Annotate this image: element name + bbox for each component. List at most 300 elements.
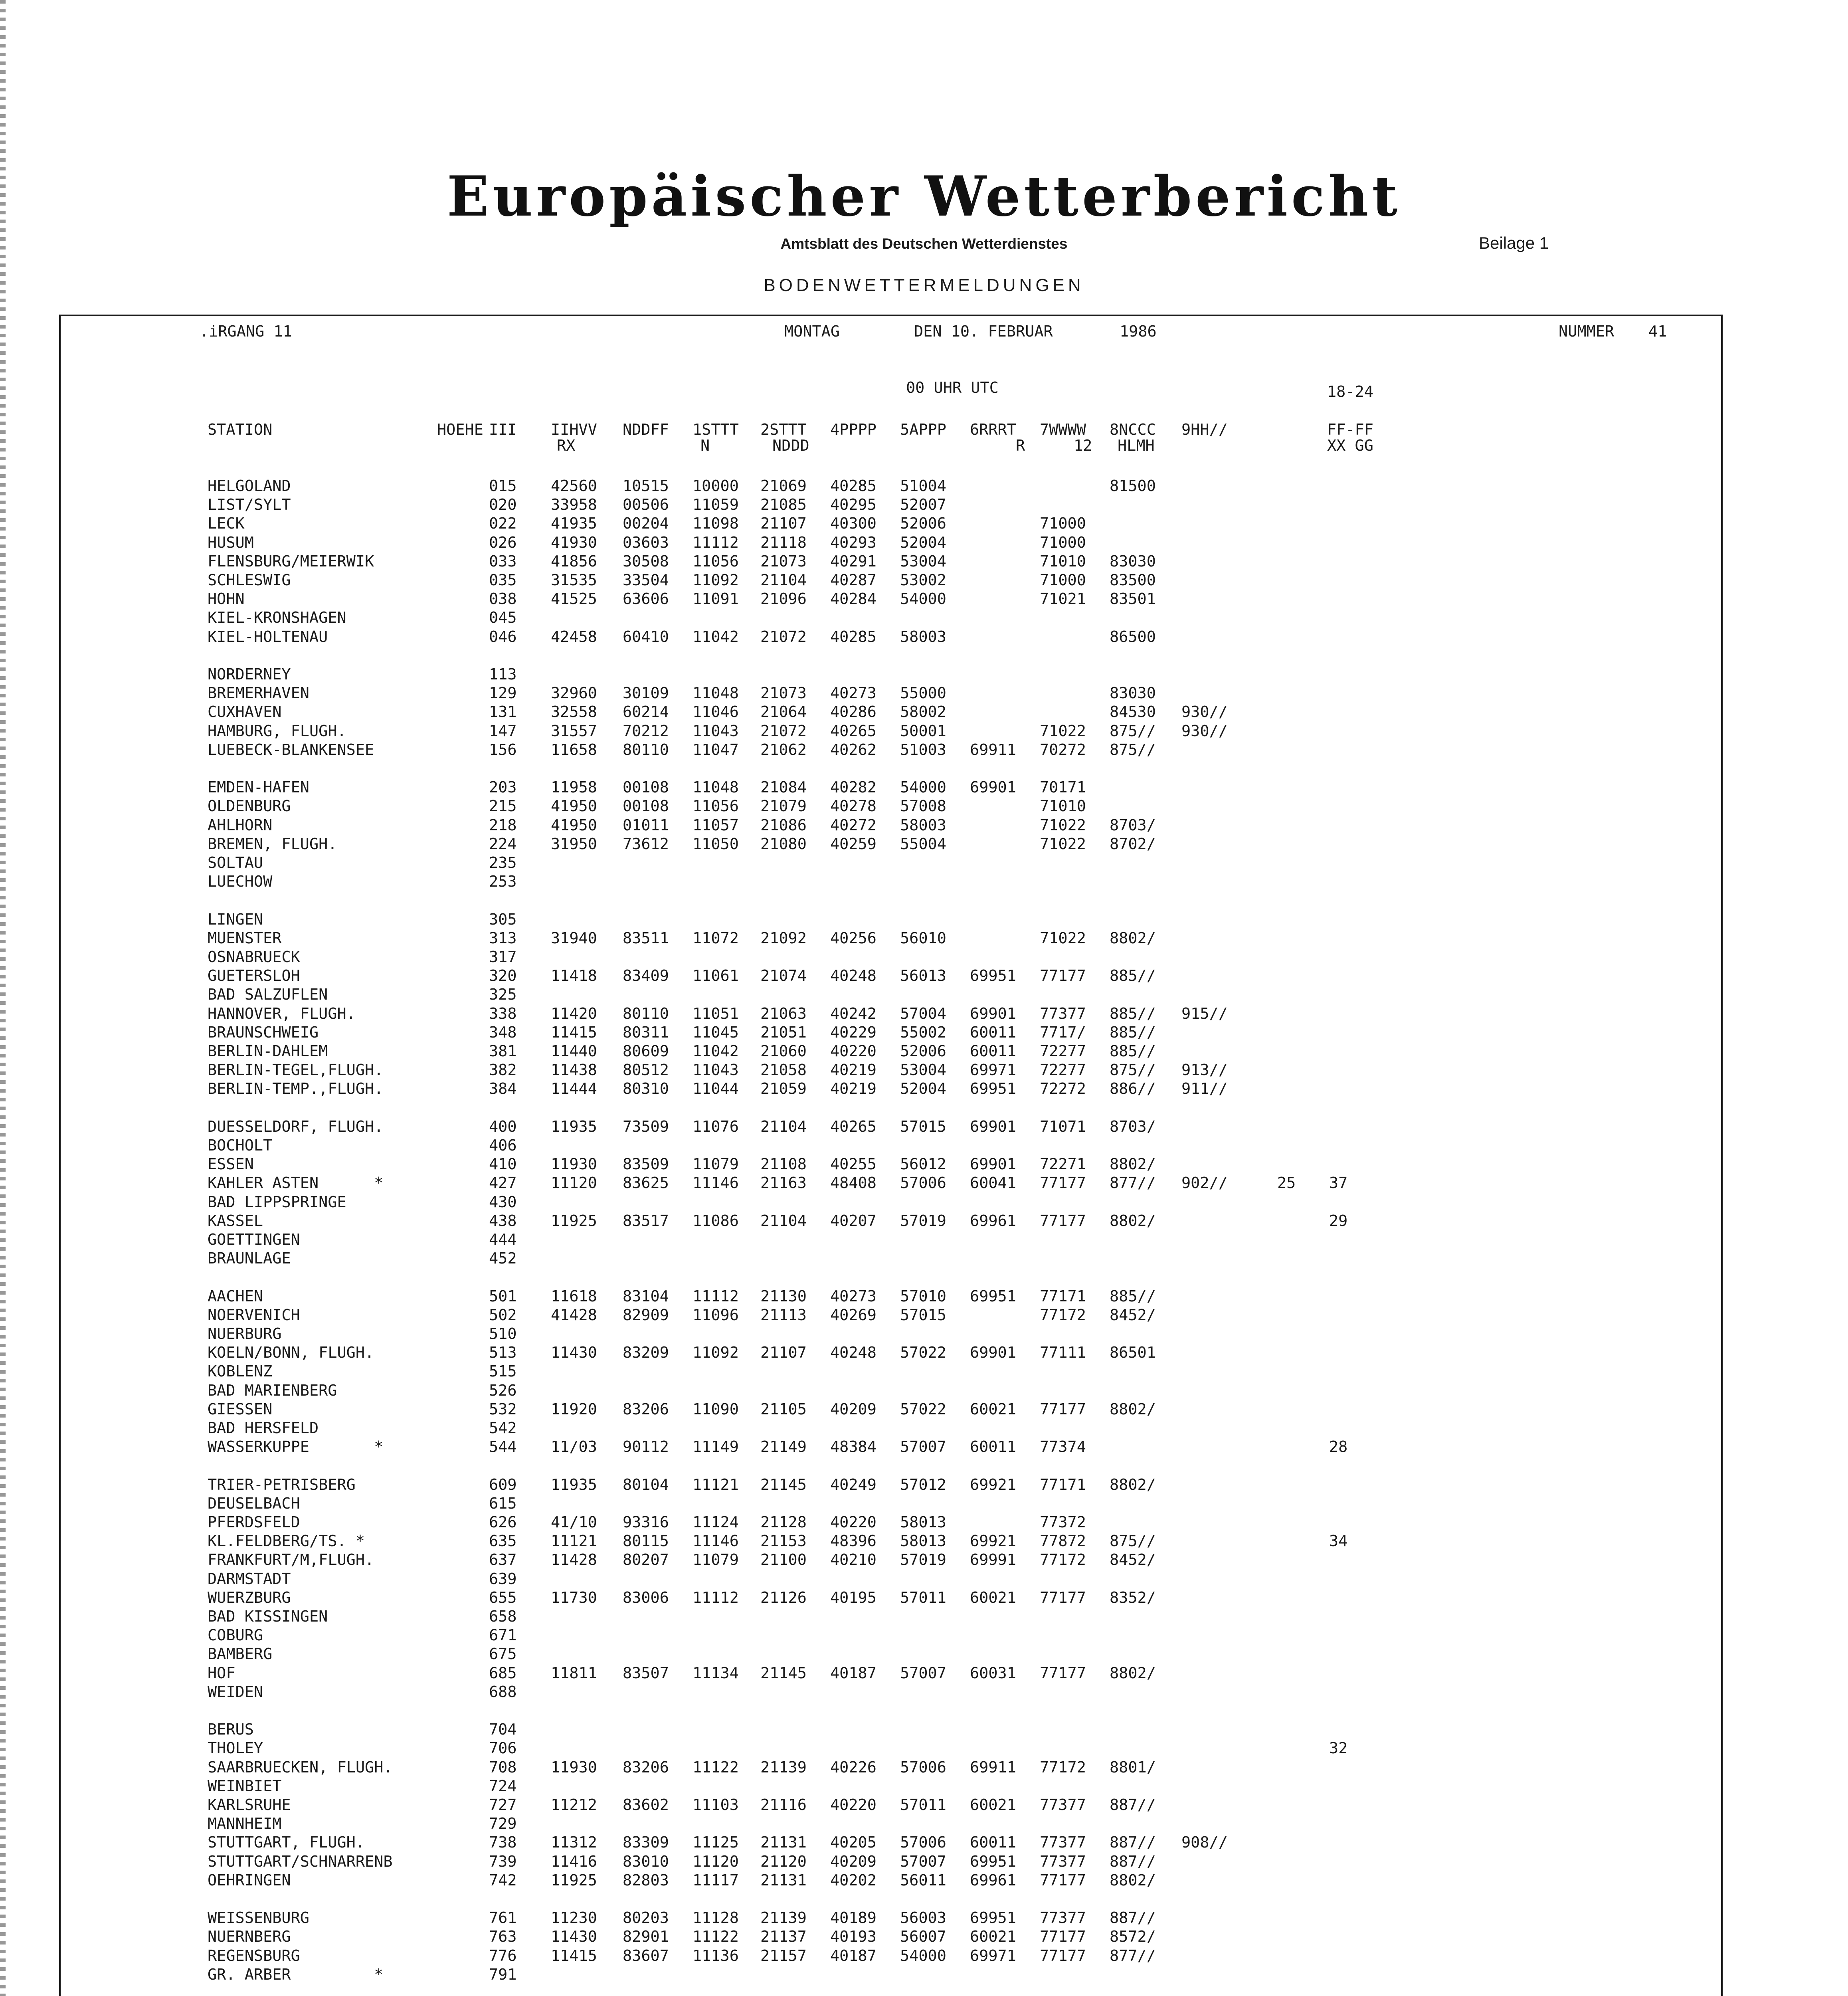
- cell-station: KOELN/BONN, FLUGH.: [208, 1344, 374, 1362]
- cell-c8: 885//: [1110, 1004, 1156, 1023]
- cell-c6: 69901: [970, 1004, 1016, 1023]
- cell-c1: 11112: [693, 1287, 739, 1305]
- cell-c7: 77374: [1040, 1438, 1086, 1456]
- cell-c5: 52007: [900, 496, 946, 514]
- cell-c4: 40272: [830, 816, 877, 834]
- cell-c8: 8802/: [1110, 1212, 1156, 1230]
- cell-nddff: 73509: [623, 1117, 669, 1136]
- cell-c7: 72271: [1040, 1155, 1086, 1174]
- cell-c2: 21063: [760, 1004, 807, 1023]
- cell-c8: 8452/: [1110, 1306, 1156, 1324]
- cell-nddff: 83206: [623, 1400, 669, 1418]
- cell-c6: 69991: [970, 1551, 1016, 1569]
- cell-c8: 887//: [1110, 1852, 1156, 1871]
- cell-c4: 48408: [830, 1174, 877, 1192]
- cell-nddff: 82909: [623, 1306, 669, 1324]
- cell-station: CUXHAVEN: [208, 703, 282, 721]
- cell-c4: 40256: [830, 929, 877, 947]
- cell-c4: 48396: [830, 1532, 877, 1550]
- cell-c1: 11043: [693, 1061, 739, 1079]
- cell-iii: 015: [489, 477, 517, 495]
- cell-c6: 60021: [970, 1796, 1016, 1814]
- cell-c8: 8352/: [1110, 1588, 1156, 1607]
- cell-c7: 77171: [1040, 1287, 1086, 1305]
- cell-c6: 60031: [970, 1664, 1016, 1682]
- cell-c2: 21104: [760, 1117, 807, 1136]
- cell-c7: 77172: [1040, 1306, 1086, 1324]
- cell-c8: 877//: [1110, 1174, 1156, 1192]
- cell-c8: 875//: [1110, 1532, 1156, 1550]
- cell-c8: 8572/: [1110, 1928, 1156, 1946]
- cell-iihvv: 11920: [551, 1400, 597, 1418]
- cell-c5: 57012: [900, 1475, 946, 1494]
- cell-c8: 887//: [1110, 1796, 1156, 1814]
- cell-c1: 11045: [693, 1023, 739, 1042]
- cell-c5: 58013: [900, 1532, 946, 1550]
- cell-iihvv: 11438: [551, 1061, 597, 1079]
- cell-station: KASSEL: [208, 1212, 263, 1230]
- jahrgang: .iRGANG 11: [200, 323, 292, 341]
- cell-iii: 438: [489, 1212, 517, 1230]
- cell-c5: 53004: [900, 1061, 946, 1079]
- section-title: BODENWETTERMELDUNGEN: [764, 275, 1084, 295]
- cell-iii: 626: [489, 1513, 517, 1531]
- cell-nddff: 73612: [623, 835, 669, 853]
- cell-c1: 11096: [693, 1306, 739, 1324]
- cell-c2: 21086: [760, 816, 807, 834]
- cell-c8: 8802/: [1110, 1871, 1156, 1889]
- cell-station: BREMEN, FLUGH.: [208, 835, 337, 853]
- cell-iii: 129: [489, 684, 517, 703]
- cell-station: WEISSENBURG: [208, 1909, 309, 1927]
- cell-iihvv: 31535: [551, 571, 597, 589]
- cell-station: BERLIN-DAHLEM: [208, 1042, 328, 1060]
- cell-c1: 11048: [693, 684, 739, 703]
- cell-c4: 40187: [830, 1664, 877, 1682]
- cell-nddff: 60410: [623, 628, 669, 646]
- cell-station: BRAUNSCHWEIG: [208, 1023, 319, 1042]
- cell-iii: 382: [489, 1061, 517, 1079]
- cell-c7: 77377: [1040, 1004, 1086, 1023]
- column-header-c6-sub: R: [1016, 437, 1025, 455]
- cell-iii: 235: [489, 854, 517, 872]
- cell-iii: 384: [489, 1080, 517, 1098]
- column-header-c6: 6RRRT: [970, 421, 1016, 439]
- cell-iii: 400: [489, 1117, 517, 1136]
- cell-station: WEIDEN: [208, 1683, 263, 1701]
- cell-c2: 21149: [760, 1438, 807, 1456]
- cell-iii: 761: [489, 1909, 517, 1927]
- cell-c7: 77172: [1040, 1758, 1086, 1776]
- cell-iii: 427: [489, 1174, 517, 1192]
- cell-nddff: 80512: [623, 1061, 669, 1079]
- cell-c8: 8801/: [1110, 1758, 1156, 1776]
- cell-c2: 21128: [760, 1513, 807, 1531]
- cell-station: DUESSELDORF, FLUGH.: [208, 1117, 384, 1136]
- cell-c1: 11076: [693, 1117, 739, 1136]
- cell-c1: 11134: [693, 1664, 739, 1682]
- cell-c4: 40209: [830, 1400, 877, 1418]
- cell-nddff: 83607: [623, 1946, 669, 1965]
- cell-iii: 704: [489, 1721, 517, 1739]
- cell-iihvv: 41/10: [551, 1513, 597, 1531]
- cell-c7: 72272: [1040, 1080, 1086, 1098]
- cell-iihvv: 11730: [551, 1588, 597, 1607]
- cell-c7: 71000: [1040, 533, 1086, 552]
- cell-c2: 21105: [760, 1400, 807, 1418]
- cell-c8: 877//: [1110, 1946, 1156, 1965]
- cell-iihvv: 11930: [551, 1758, 597, 1776]
- cell-c1: 10000: [693, 477, 739, 495]
- cell-c7: 71000: [1040, 571, 1086, 589]
- cell-c1: 11124: [693, 1513, 739, 1531]
- cell-c7: 71010: [1040, 797, 1086, 816]
- cell-iihvv: 11420: [551, 1004, 597, 1023]
- cell-c8: 83501: [1110, 590, 1156, 608]
- cell-c4: 40248: [830, 1344, 877, 1362]
- cell-iihvv: 11935: [551, 1117, 597, 1136]
- cell-c1: 11136: [693, 1946, 739, 1965]
- cell-station: GUETERSLOH: [208, 967, 300, 985]
- cell-c5: 57006: [900, 1174, 946, 1192]
- column-header-c9: 9HH//: [1181, 421, 1228, 439]
- cell-c4: 40291: [830, 552, 877, 570]
- cell-c8: 875//: [1110, 1061, 1156, 1079]
- cell-station: OSNABRUECK: [208, 948, 300, 966]
- cell-c1: 11146: [693, 1174, 739, 1192]
- cell-c5: 57011: [900, 1588, 946, 1607]
- cell-c2: 21145: [760, 1664, 807, 1682]
- cell-c2: 21072: [760, 628, 807, 646]
- cell-c4: 40249: [830, 1475, 877, 1494]
- cell-c8: 8702/: [1110, 835, 1156, 853]
- cell-iihvv: 31950: [551, 835, 597, 853]
- cell-gg: 28: [1329, 1438, 1348, 1456]
- cell-station: KAHLER ASTEN *: [208, 1174, 384, 1192]
- cell-iihvv: 41950: [551, 816, 597, 834]
- cell-c6: 69951: [970, 1080, 1016, 1098]
- cell-iii: 147: [489, 722, 517, 740]
- cell-c6: 69961: [970, 1212, 1016, 1230]
- cell-c9: 902//: [1181, 1174, 1228, 1192]
- cell-station: BAD HERSFELD: [208, 1419, 319, 1437]
- page-title: Europäischer Wetterbericht: [447, 164, 1401, 229]
- cell-c5: 53002: [900, 571, 946, 589]
- cell-c6: 60021: [970, 1400, 1016, 1418]
- cell-iihvv: 41856: [551, 552, 597, 570]
- cell-c5: 57004: [900, 1004, 946, 1023]
- cell-station: COBURG: [208, 1626, 263, 1645]
- cell-c8: 84530: [1110, 703, 1156, 721]
- cell-c4: 40193: [830, 1928, 877, 1946]
- cell-c4: 40210: [830, 1551, 877, 1569]
- cell-iihvv: 11/03: [551, 1438, 597, 1456]
- cell-c7: 77872: [1040, 1532, 1086, 1550]
- cell-station: KL.FELDBERG/TS. *: [208, 1532, 365, 1550]
- cell-gg: 32: [1329, 1739, 1348, 1758]
- cell-c7: 71022: [1040, 816, 1086, 834]
- cell-c4: 48384: [830, 1438, 877, 1456]
- cell-c4: 40195: [830, 1588, 877, 1607]
- cell-c1: 11072: [693, 929, 739, 947]
- cell-nddff: 83625: [623, 1174, 669, 1192]
- cell-c5: 57008: [900, 797, 946, 816]
- cell-c7: 77172: [1040, 1551, 1086, 1569]
- cell-c2: 21051: [760, 1023, 807, 1042]
- cell-station: REGENSBURG: [208, 1946, 300, 1965]
- cell-c5: 57022: [900, 1344, 946, 1362]
- cell-nddff: 83309: [623, 1834, 669, 1852]
- cell-iii: 727: [489, 1796, 517, 1814]
- cell-c6: 60011: [970, 1438, 1016, 1456]
- cell-c1: 11046: [693, 703, 739, 721]
- cell-c1: 11044: [693, 1080, 739, 1098]
- cell-iii: 742: [489, 1871, 517, 1889]
- cell-iihvv: 11430: [551, 1928, 597, 1946]
- cell-iihvv: 41935: [551, 515, 597, 533]
- cell-iii: 706: [489, 1739, 517, 1758]
- cell-station: SCHLESWIG: [208, 571, 291, 589]
- cell-c7: 71022: [1040, 722, 1086, 740]
- cell-c8: 8703/: [1110, 1117, 1156, 1136]
- cell-station: LUECHOW: [208, 873, 273, 891]
- column-header-station: STATION: [208, 421, 273, 439]
- cell-iii: 113: [489, 665, 517, 683]
- cell-iihvv: 11428: [551, 1551, 597, 1569]
- cell-station: WEINBIET: [208, 1777, 282, 1795]
- cell-c7: 77377: [1040, 1852, 1086, 1871]
- cell-c7: 7717/: [1040, 1023, 1086, 1042]
- cell-c4: 40220: [830, 1513, 877, 1531]
- cell-c2: 21153: [760, 1532, 807, 1550]
- cell-c1: 11061: [693, 967, 739, 985]
- cell-station: BERLIN-TEMP.,FLUGH.: [208, 1080, 384, 1098]
- cell-nddff: 00204: [623, 515, 669, 533]
- cell-nddff: 83509: [623, 1155, 669, 1174]
- cell-station: KOBLENZ: [208, 1362, 273, 1381]
- cell-c4: 40273: [830, 684, 877, 703]
- cell-iihvv: 32558: [551, 703, 597, 721]
- cell-c7: 77177: [1040, 1928, 1086, 1946]
- cell-c4: 40286: [830, 703, 877, 721]
- cell-c5: 54000: [900, 778, 946, 797]
- cell-station: BAD SALZUFLEN: [208, 986, 328, 1004]
- cell-iii: 675: [489, 1645, 517, 1663]
- cell-station: FLENSBURG/MEIERWIK: [208, 552, 374, 570]
- cell-station: MANNHEIM: [208, 1815, 282, 1833]
- cell-station: BAD MARIENBERG: [208, 1381, 337, 1400]
- cell-c4: 40282: [830, 778, 877, 797]
- cell-iii: 688: [489, 1683, 517, 1701]
- cell-c6: 69951: [970, 1909, 1016, 1927]
- cell-nddff: 60214: [623, 703, 669, 721]
- cell-c5: 50001: [900, 722, 946, 740]
- cell-nddff: 30109: [623, 684, 669, 703]
- cell-nddff: 80207: [623, 1551, 669, 1569]
- cell-iii: 045: [489, 609, 517, 627]
- cell-nddff: 83104: [623, 1287, 669, 1305]
- cell-c4: 40226: [830, 1758, 877, 1776]
- cell-station: NUERNBERG: [208, 1928, 291, 1946]
- cell-c1: 11056: [693, 552, 739, 570]
- cell-c5: 56011: [900, 1871, 946, 1889]
- cell-c2: 21113: [760, 1306, 807, 1324]
- cell-c2: 21108: [760, 1155, 807, 1174]
- cell-c6: 60011: [970, 1834, 1016, 1852]
- cell-station: OLDENBURG: [208, 797, 291, 816]
- cell-iihvv: 41930: [551, 533, 597, 552]
- cell-nddff: 83602: [623, 1796, 669, 1814]
- cell-iii: 542: [489, 1419, 517, 1437]
- cell-c7: 71021: [1040, 590, 1086, 608]
- cell-iii: 655: [489, 1588, 517, 1607]
- cell-iihvv: 41950: [551, 797, 597, 816]
- cell-c8: 885//: [1110, 1042, 1156, 1060]
- cell-c8: 83500: [1110, 571, 1156, 589]
- cell-iii: 639: [489, 1570, 517, 1588]
- cell-iii: 215: [489, 797, 517, 816]
- cell-iii: 658: [489, 1608, 517, 1626]
- cell-station: KIEL-HOLTENAU: [208, 628, 328, 646]
- cell-iihvv: 11444: [551, 1080, 597, 1098]
- cell-c4: 40287: [830, 571, 877, 589]
- cell-c1: 11103: [693, 1796, 739, 1814]
- cell-iii: 609: [489, 1475, 517, 1494]
- cell-c7: 72277: [1040, 1042, 1086, 1060]
- cell-station: BERLIN-TEGEL,FLUGH.: [208, 1061, 384, 1079]
- column-header-c7-sub: 12: [1074, 437, 1092, 455]
- cell-c5: 55000: [900, 684, 946, 703]
- cell-c4: 40209: [830, 1852, 877, 1871]
- cell-c7: 77372: [1040, 1513, 1086, 1531]
- cell-iihvv: 11618: [551, 1287, 597, 1305]
- cell-c8: 886//: [1110, 1080, 1156, 1098]
- cell-station: DARMSTADT: [208, 1570, 291, 1588]
- cell-c2: 21163: [760, 1174, 807, 1192]
- cell-c5: 57010: [900, 1287, 946, 1305]
- cell-iihvv: 11120: [551, 1174, 597, 1192]
- cell-station: THOLEY: [208, 1739, 263, 1758]
- cell-c7: 77177: [1040, 1871, 1086, 1889]
- cell-station: STUTTGART/SCHNARRENB: [208, 1852, 393, 1871]
- cell-station: SOLTAU: [208, 854, 263, 872]
- column-header-c7: 7WWWW: [1040, 421, 1086, 439]
- cell-station: HELGOLAND: [208, 477, 291, 495]
- cell-iii: 338: [489, 1004, 517, 1023]
- cell-c8: 8452/: [1110, 1551, 1156, 1569]
- cell-c9: 930//: [1181, 703, 1228, 721]
- cell-c7: 77177: [1040, 1174, 1086, 1192]
- cell-c1: 11120: [693, 1852, 739, 1871]
- cell-iii: 510: [489, 1325, 517, 1343]
- column-header-c1: 1STTT: [693, 421, 739, 439]
- cell-iii: 038: [489, 590, 517, 608]
- cell-c1: 11079: [693, 1155, 739, 1174]
- cell-c5: 57006: [900, 1834, 946, 1852]
- cell-c5: 52004: [900, 533, 946, 552]
- year: 1986: [1120, 323, 1157, 341]
- cell-iihvv: 11230: [551, 1909, 597, 1927]
- cell-c1: 11051: [693, 1004, 739, 1023]
- cell-station: STUTTGART, FLUGH.: [208, 1834, 365, 1852]
- cell-iii: 033: [489, 552, 517, 570]
- cell-nddff: 80310: [623, 1080, 669, 1098]
- cell-iihvv: 11418: [551, 967, 597, 985]
- cell-c8: 86500: [1110, 628, 1156, 646]
- column-header-ff: FF-FF: [1327, 421, 1373, 439]
- cell-c2: 21126: [760, 1588, 807, 1607]
- column-header-c2-sub: NDDD: [772, 437, 809, 455]
- cell-station: LUEBECK-BLANKENSEE: [208, 741, 374, 759]
- cell-station: MUENSTER: [208, 929, 282, 947]
- cell-c6: 69951: [970, 1852, 1016, 1871]
- cell-c5: 57019: [900, 1212, 946, 1230]
- cell-c1: 11122: [693, 1928, 739, 1946]
- cell-c1: 11146: [693, 1532, 739, 1550]
- cell-c6: 69901: [970, 778, 1016, 797]
- cell-nddff: 80110: [623, 741, 669, 759]
- cell-iii: 637: [489, 1551, 517, 1569]
- cell-c2: 21137: [760, 1928, 807, 1946]
- cell-c7: 77177: [1040, 1664, 1086, 1682]
- cell-c1: 11125: [693, 1834, 739, 1852]
- cell-nddff: 82803: [623, 1871, 669, 1889]
- cell-c4: 40295: [830, 496, 877, 514]
- cell-c1: 11117: [693, 1871, 739, 1889]
- cell-station: LIST/SYLT: [208, 496, 291, 514]
- cell-c2: 21107: [760, 515, 807, 533]
- column-header-iii: III: [489, 421, 517, 439]
- cell-c1: 11098: [693, 515, 739, 533]
- cell-station: NORDERNEY: [208, 665, 291, 683]
- cell-c6: 69951: [970, 1287, 1016, 1305]
- cell-c1: 11090: [693, 1400, 739, 1418]
- column-header-nddff: NDDFF: [623, 421, 669, 439]
- cell-c2: 21059: [760, 1080, 807, 1098]
- cell-c1: 11056: [693, 797, 739, 816]
- beilage-label: Beilage 1: [1479, 234, 1549, 252]
- cell-iihvv: 11415: [551, 1946, 597, 1965]
- cell-c8: 81500: [1110, 477, 1156, 495]
- cell-nddff: 80104: [623, 1475, 669, 1494]
- cell-station: HANNOVER, FLUGH.: [208, 1004, 356, 1023]
- cell-iii: 685: [489, 1664, 517, 1682]
- cell-station: BRAUNLAGE: [208, 1249, 291, 1268]
- cell-c4: 40300: [830, 515, 877, 533]
- cell-c6: 69971: [970, 1061, 1016, 1079]
- cell-iihvv: 31940: [551, 929, 597, 947]
- cell-iihvv: 42560: [551, 477, 597, 495]
- cell-station: NUERBURG: [208, 1325, 282, 1343]
- cell-c4: 40259: [830, 835, 877, 853]
- cell-nddff: 00108: [623, 797, 669, 816]
- cell-c1: 11042: [693, 628, 739, 646]
- cell-c4: 40278: [830, 797, 877, 816]
- cell-nddff: 90112: [623, 1438, 669, 1456]
- cell-iihvv: 41525: [551, 590, 597, 608]
- cell-c2: 21120: [760, 1852, 807, 1871]
- column-header-iihvv: IIHVV: [551, 421, 597, 439]
- cell-c2: 21079: [760, 797, 807, 816]
- cell-c2: 21084: [760, 778, 807, 797]
- cell-station: BAMBERG: [208, 1645, 273, 1663]
- cell-nddff: 80203: [623, 1909, 669, 1927]
- cell-iii: 046: [489, 628, 517, 646]
- cell-nddff: 80115: [623, 1532, 669, 1550]
- cell-iihvv: 11658: [551, 741, 597, 759]
- cell-station: BOCHOLT: [208, 1137, 273, 1154]
- cell-iihvv: 11416: [551, 1852, 597, 1871]
